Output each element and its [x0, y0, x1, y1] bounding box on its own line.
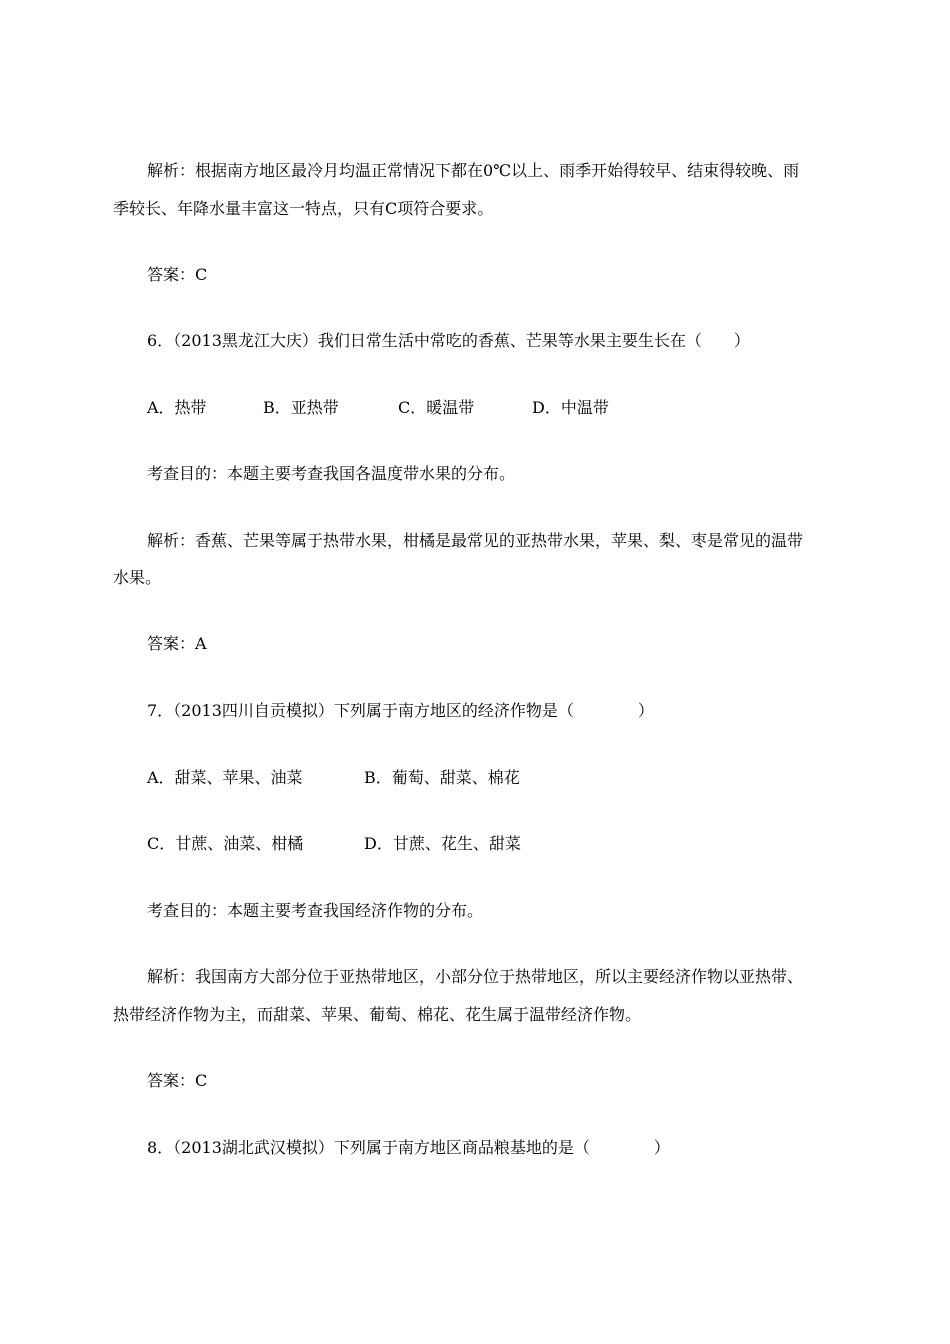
- q6-option-a: A．热带: [147, 398, 207, 417]
- q7-answer: 答案：C: [147, 1071, 208, 1090]
- q6-purpose: 考查目的：本题主要考查我国各温度带水果的分布。: [147, 464, 516, 483]
- q7-analysis-line1: 解析：我国南方大部分位于亚热带地区，小部分位于热带地区，所以主要经济作物以亚热带、: [147, 967, 804, 986]
- q7-option-b: B．葡萄、甜菜、棉花: [364, 768, 520, 787]
- q7-question: 7．（2013四川自贡模拟）下列属于南方地区的经济作物是（ ）: [147, 701, 654, 720]
- q6-answer: 答案：A: [147, 634, 207, 653]
- q7-analysis-line2: 热带经济作物为主，而甜菜、苹果、葡萄、棉花、花生属于温带经济作物。: [113, 1005, 642, 1024]
- q6-question: 6．（2013黑龙江大庆）我们日常生活中常吃的香蕉、芒果等水果主要生长在（ ）: [147, 331, 750, 350]
- q5-answer: 答案：C: [147, 265, 208, 284]
- q6-option-c: C．暖温带: [398, 398, 475, 417]
- q5-analysis-line1: 解析：根据南方地区最冷月均温正常情况下都在0℃以上、雨季开始得较早、结束得较晚、雨: [147, 161, 800, 180]
- q6-analysis-line2: 水果。: [113, 568, 162, 587]
- q5-analysis-line2: 季较长、年降水量丰富这一特点，只有C项符合要求。: [113, 199, 494, 218]
- q7-purpose: 考查目的：本题主要考查我国经济作物的分布。: [147, 901, 484, 920]
- q6-option-d: D．中温带: [532, 398, 609, 417]
- q7-option-c: C．甘蔗、油菜、柑橘: [147, 834, 304, 853]
- q6-option-b: B．亚热带: [263, 398, 339, 417]
- q8-question: 8．（2013湖北武汉模拟）下列属于南方地区商品粮基地的是（ ）: [147, 1138, 670, 1157]
- q6-analysis-line1: 解析：香蕉、芒果等属于热带水果，柑橘是最常见的亚热带水果，苹果、梨、枣是常见的温带: [147, 531, 804, 550]
- q7-option-a: A．甜菜、苹果、油菜: [147, 768, 303, 787]
- q7-option-d: D．甘蔗、花生、甜菜: [364, 834, 521, 853]
